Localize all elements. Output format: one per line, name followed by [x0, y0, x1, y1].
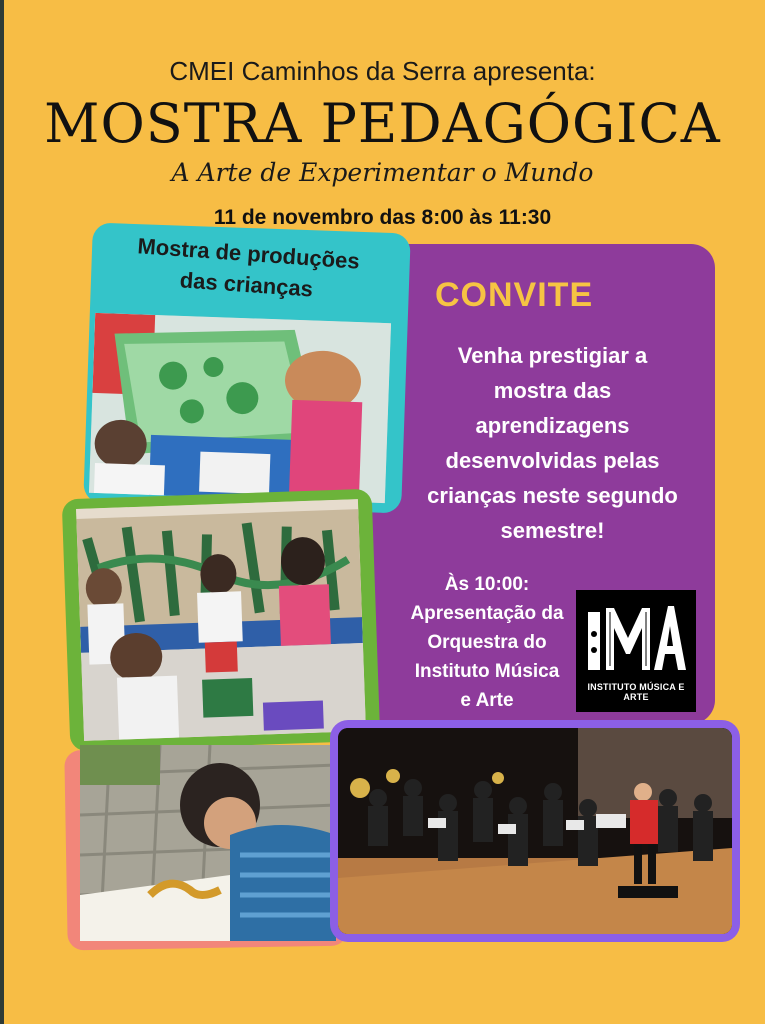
ima-logo-graphic	[584, 602, 688, 676]
photo-children-wall-painting	[76, 499, 366, 741]
concert-info-line: e Arte	[460, 690, 514, 711]
invite-message-line: mostra das	[493, 378, 612, 403]
page-subtitle: A Arte de Experimentar o Mundo	[171, 158, 594, 187]
ima-logo	[576, 590, 696, 712]
invite-message-line: semestre!	[500, 518, 605, 543]
header-intro: CMEI Caminhos da Serra apresenta:	[169, 56, 596, 86]
concert-info-line: Às 10:00:	[444, 574, 530, 595]
page-title: MOSTRA PEDAGÓGICA	[44, 92, 721, 155]
concert-info	[392, 570, 582, 715]
concert-info-line: Apresentação da	[410, 603, 564, 624]
event-date: 11 de novembro das 8:00 às 11:30	[213, 206, 552, 229]
invite-message-line: desenvolvidas pelas	[445, 448, 660, 473]
invite-message-line: crianças neste segundo	[427, 483, 678, 508]
ima-logo-mark	[576, 602, 696, 676]
ima-logo-caption: INSTITUTO MÚSICA E ARTE	[587, 682, 685, 702]
concert-info-line: Orquestra do	[427, 632, 547, 653]
productions-title-line: Mostra de produções	[136, 233, 361, 274]
invite-message-line: Venha prestigiar a	[457, 343, 648, 368]
invite-message	[400, 338, 705, 548]
concert-info-line: Instituto Música	[414, 661, 560, 682]
photo-orchestra	[338, 728, 732, 934]
productions-title-line: das crianças	[179, 267, 314, 302]
photo-children-painting-table	[89, 313, 391, 503]
invite-message-line: aprendizagens	[475, 413, 630, 438]
photo-child-drawing	[80, 745, 336, 941]
invite-heading: CONVITE	[435, 276, 594, 314]
